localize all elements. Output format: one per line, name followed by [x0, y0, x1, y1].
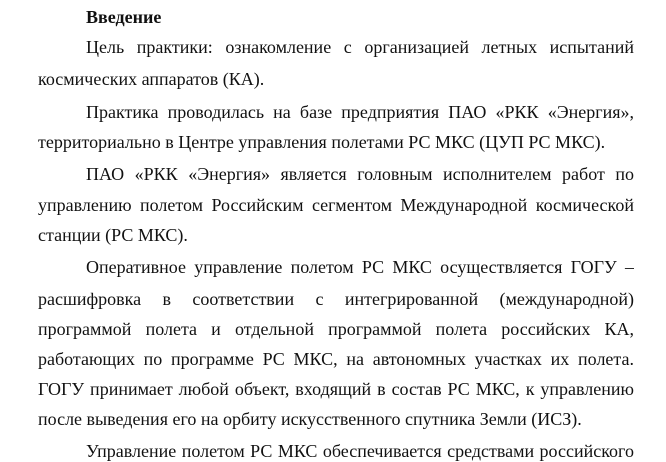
text-line: ГОГУ принимает любой объект, входящий в состав РС МКС, к управлению	[38, 379, 634, 399]
text-line: программой полета и отдельной программой полета российских КА,	[38, 319, 634, 339]
text-line: Управление полетом РС МКС обеспечивается средствами российского	[86, 441, 634, 461]
text-line: управлению полетом Российским сегментом Международной космической	[38, 195, 634, 215]
text-line: работающих по программе РС МКС, на автономных участках их полета.	[38, 349, 634, 369]
text-line: после выведения его на орбиту искусственного спутника Земли (ИСЗ).	[38, 409, 582, 429]
text-line: территориально в Центре управления полетами РС МКС (ЦУП РС МКС).	[38, 132, 606, 152]
text-line: Оперативное управление полетом РС МКС осуществляется ГОГУ –	[86, 257, 634, 277]
text-line: ПАО «РКК «Энергия» является головным исполнителем работ по	[86, 164, 634, 184]
text-line: расшифровка в соответствии с интегрированной (международной)	[38, 289, 634, 309]
text-line: станции (РС МКС).	[38, 225, 188, 245]
text-line: Практика проводилась на базе предприятия ПАО «РКК «Энергия»,	[86, 102, 634, 122]
text-line: космических аппаратов (КА).	[38, 69, 265, 89]
text-line: Цель практики: ознакомление с организацией летных испытаний	[86, 37, 634, 57]
section-heading: Введение	[86, 7, 162, 27]
